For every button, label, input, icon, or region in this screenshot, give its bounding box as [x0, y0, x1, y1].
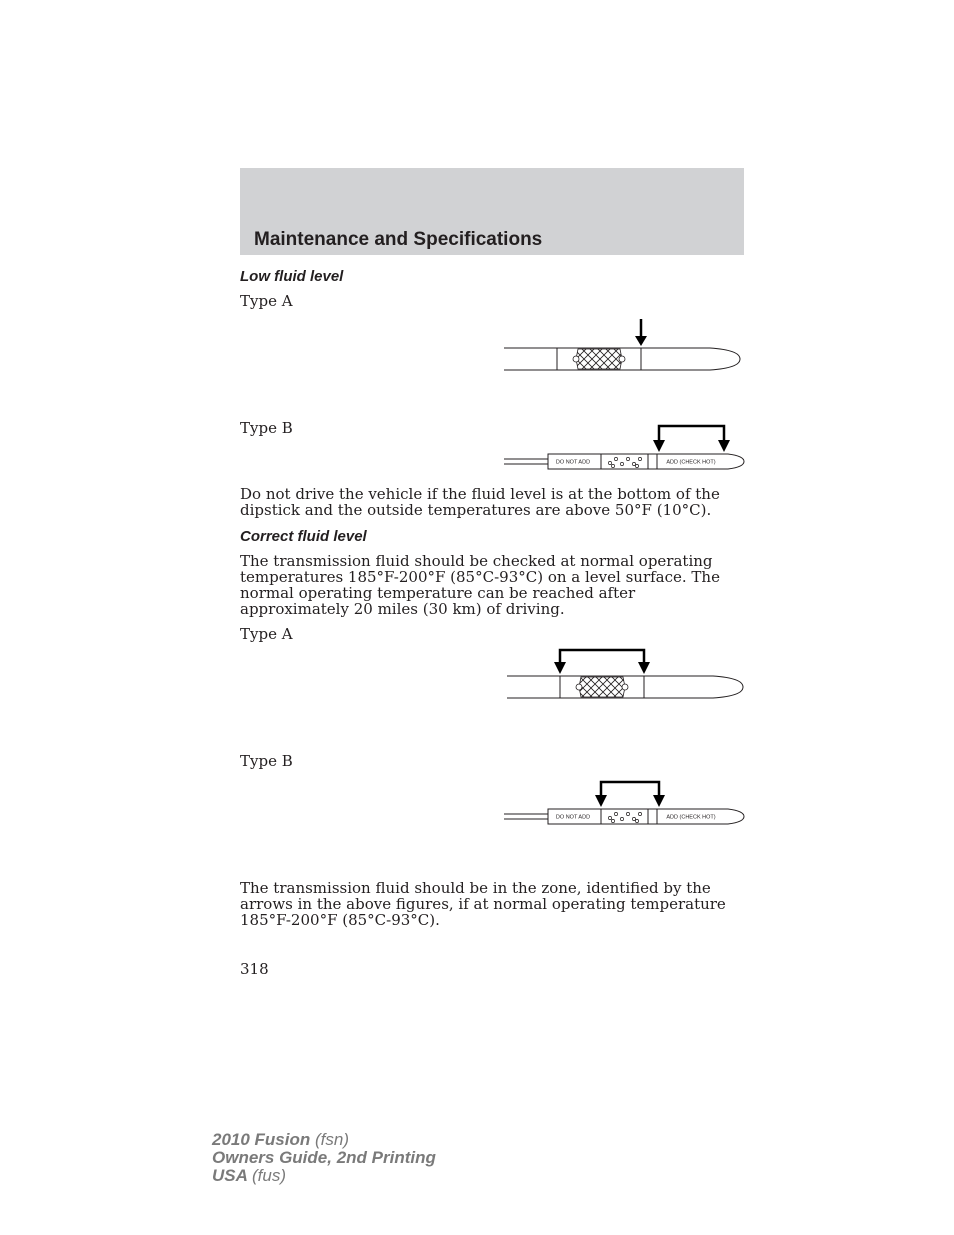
section-header	[240, 168, 744, 255]
do-not-add-label: DO NOT ADD	[555, 459, 591, 466]
low-type-a-label: Type A	[240, 292, 293, 310]
add-check-hot-label: ADD (CHECK HOT)	[666, 459, 716, 466]
do-not-add-label: DO NOT ADD	[555, 814, 591, 821]
dipstick-type-a-low-figure	[500, 315, 750, 380]
correct-fluid-heading: Correct fluid level	[240, 528, 367, 545]
low-type-b-label: Type B	[240, 419, 293, 437]
low-fluid-paragraph: Do not drive the vehicle if the fluid level is at the bottom of the dipstick and the outside temperatures are above 50°F (10°C).	[240, 485, 720, 519]
dipstick-type-a-correct-figure	[503, 640, 753, 710]
dipstick-type-b-low-figure	[500, 420, 750, 475]
footer	[212, 1131, 436, 1185]
add-check-hot-label: ADD (CHECK HOT)	[666, 814, 716, 821]
dipstick-type-b-correct-figure	[500, 775, 750, 830]
footer-model-code: (fsn)	[315, 1130, 349, 1149]
page-number: 318	[240, 960, 269, 978]
correct-type-a-label: Type A	[240, 625, 293, 643]
footer-guide: Owners Guide, 2nd Printing	[212, 1148, 436, 1167]
footer-market: USA	[212, 1166, 248, 1185]
correct-type-b-label: Type B	[240, 752, 293, 770]
section-title: Maintenance and Specifications	[254, 229, 543, 250]
low-fluid-heading: Low fluid level	[240, 268, 344, 285]
footer-market-code: (fus)	[252, 1166, 286, 1185]
correct-fluid-paragraph: The transmission fluid should be checked at normal operating temperatures 185°F-200°F (85°C-93°C) on a level surface. The normal operating temperature can be reached after approximately 20 miles (30 km) of driving.	[240, 552, 720, 618]
footer-model: 2010 Fusion	[212, 1130, 311, 1149]
zone-paragraph: The transmission fluid should be in the zone, identified by the arrows in the above figures, if at normal operating temperature 185°F-200°F (85°C-93°C).	[240, 879, 726, 929]
